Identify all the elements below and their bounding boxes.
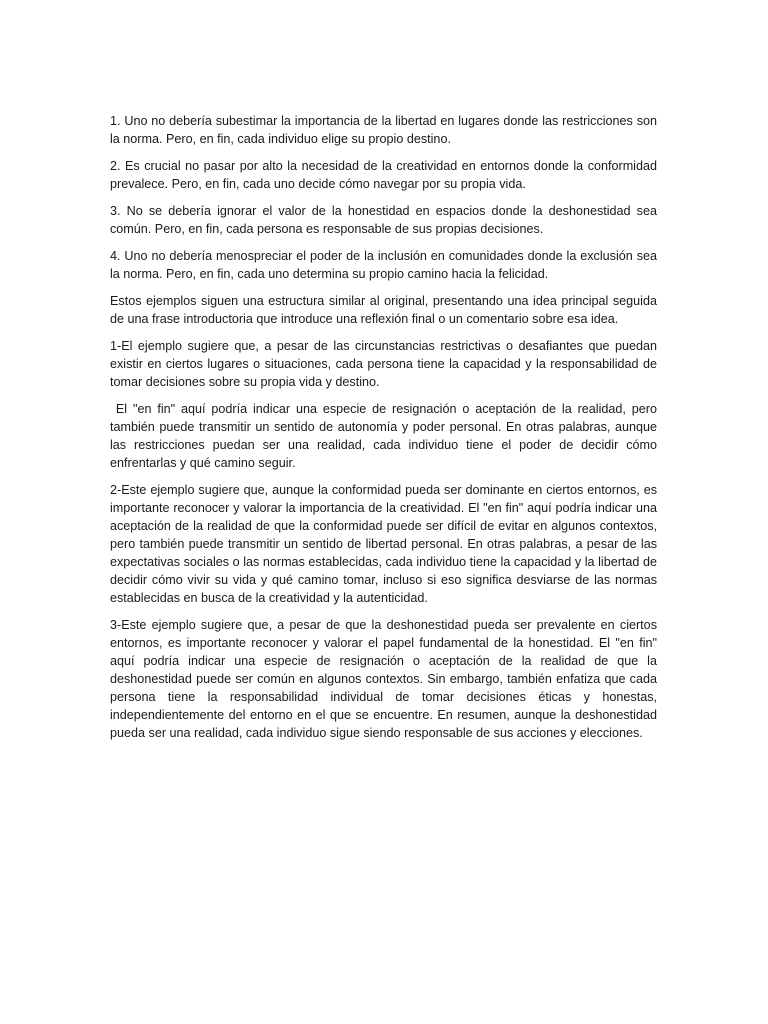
paragraph-explanation-1: 1-El ejemplo sugiere que, a pesar de las circunstancias restrictivas o desafiantes que puedan existir en ciertos lugares o situaciones, cada persona tiene la capacidad y la responsabilidad de tomar decisiones sobre su propia vida y destino. (110, 339, 661, 389)
paragraph-example-3: 3. No se debería ignorar el valor de la honestidad en espacios donde la deshonestidad sea común. Pero, en fin, cada persona es responsable de sus propias decisiones. (110, 204, 661, 236)
paragraph-example-1: 1. Uno no debería subestimar la importancia de la libertad en lugares donde las restricciones son la norma. Pero, en fin, cada individuo elige su propio destino. (110, 114, 661, 146)
paragraph-explanation-2: 2-Este ejemplo sugiere que, aunque la conformidad pueda ser dominante en ciertos entornos, es importante reconocer y valorar la importancia de la creatividad. El "en fin" aquí podría indicar una aceptación de la realidad de que la conformidad puede ser difícil de evitar en algunos contextos, pero también puede transmitir un sentido de libertad personal. En otras palabras, a pesar de las expectativas sociales o las normas establecidas, cada individuo tiene la capacidad y la libertad de decidir cómo vivir su vida y qué camino tomar, incluso si eso significa desviarse de las normas establecidas en busca de la creatividad y la autenticidad. (110, 483, 661, 605)
paragraph-example-2: 2. Es crucial no pasar por alto la necesidad de la creatividad en entornos donde la conformidad prevalece. Pero, en fin, cada uno decide cómo navegar por su propia vida. (110, 159, 661, 191)
paragraph-en-fin-note: El "en fin" aquí podría indicar una especie de resignación o aceptación de la realidad, pero también puede transmitir un sentido de autonomía y poder personal. En otras palabras, aunque las restricciones puedan ser una realidad, cada individuo tiene el poder de decidir cómo enfrentarlas y qué camino seguir. (110, 402, 661, 470)
document-body (110, 112, 661, 751)
paragraph-example-4: 4. Uno no debería menospreciar el poder de la inclusión en comunidades donde la exclusión sea la norma. Pero, en fin, cada uno determina su propio camino hacia la felicidad. (110, 249, 661, 281)
paragraph-explanation-3: 3-Este ejemplo sugiere que, a pesar de que la deshonestidad pueda ser prevalente en ciertos entornos, es importante reconocer y valorar el papel fundamental de la honestidad. El "en fin" aquí podría indicar una especie de resignación o aceptación de la realidad de que la deshonestidad puede ser común en algunos contextos. Sin embargo, también enfatiza que cada persona tiene la responsabilidad individual de tomar decisiones éticas y honestas, independientemente del entorno en el que se encuentre. En resumen, aunque la deshonestidad pueda ser una realidad, cada individuo sigue siendo responsable de sus acciones y elecciones. (110, 618, 661, 740)
paragraph-summary: Estos ejemplos siguen una estructura similar al original, presentando una idea principal seguida de una frase introductoria que introduce una reflexión final o un comentario sobre esa idea. (110, 294, 661, 326)
